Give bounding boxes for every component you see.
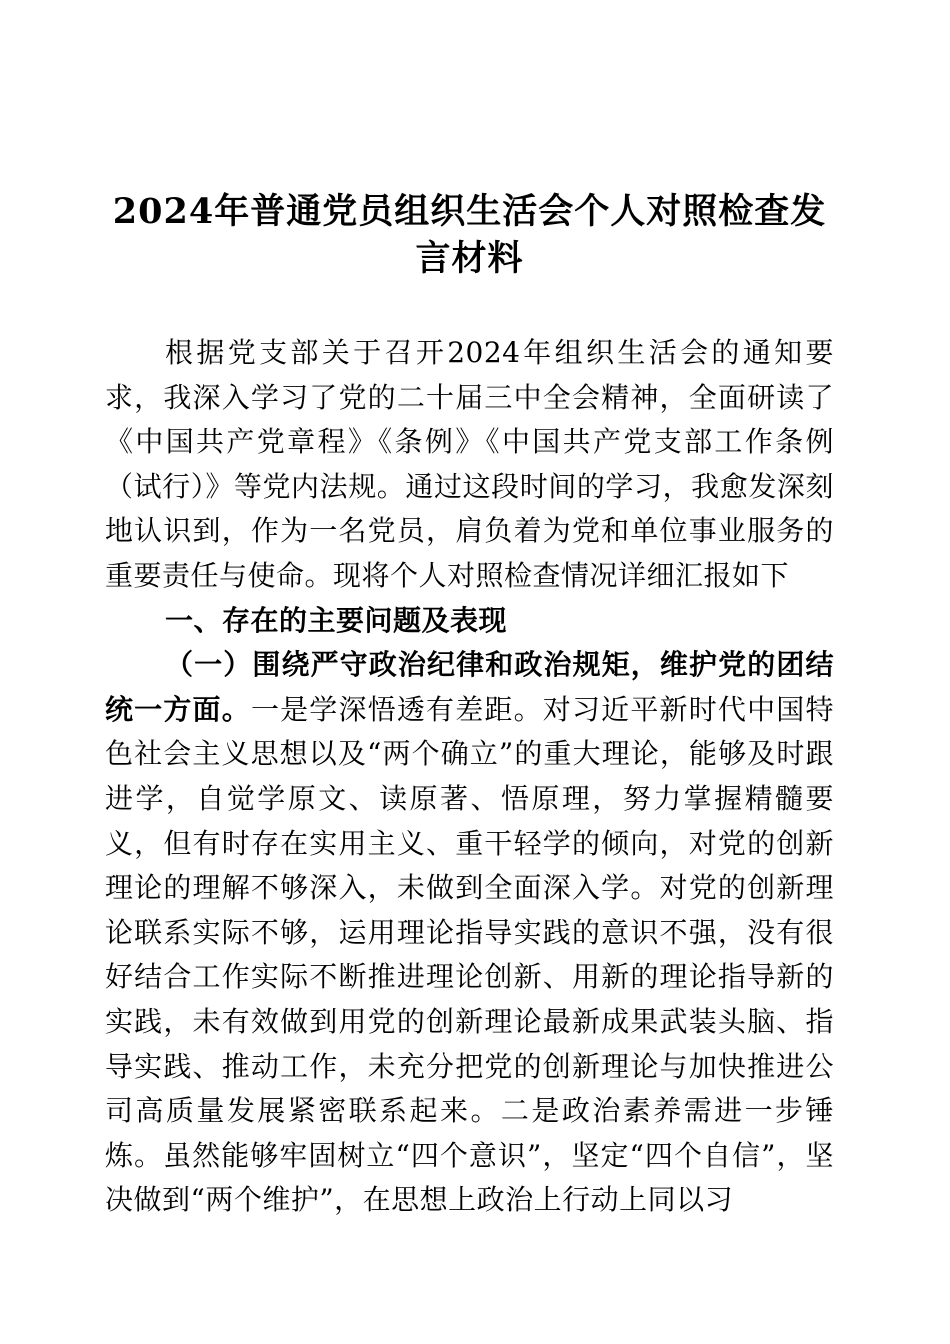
document-page xyxy=(105,0,834,1223)
document-title: 2024年普通党员组织生活会个人对照检查发言材料 xyxy=(112,191,827,279)
subsection-body-text: 一是学深悟透有差距。对习近平新时代中国特色社会主义思想以及“两个确立”的重大理论，能够及时跟进学，自觉学原文、读原著、悟原理，努力掌握精髓要义，但有时存在实用主义、重干轻学的倾向，对党的创新理论的理解不够深入，未做到全面深入学。对党的创新理论联系实际不够，运用理论指导实践的意识不强，没有很好结合工作实际不断推进理论创新、用新的理论指导新的实践，未有效做到用党的创新理论最新成果武装头脑、指导实践、推动工作，未充分把党的创新理论与加快推进公司高质量发展紧密联系起来。二是政治素养需进一步锤炼。虽然能够牢固树立“四个意识”，坚定“四个自信”，坚决做到“两个维护”，在思想上政治上行动上同以习 xyxy=(105,692,834,1217)
subsection-paragraph xyxy=(105,643,834,1223)
intro-paragraph: 根据党支部关于召开2024年组织生活会的通知要求，我深入学习了党的二十届三中全会精神，全面研读了《中国共产党章程》《条例》《中国共产党支部工作条例（试行）》等党内法规。通过这段时间的学习，我愈发深刻地认识到，作为一名党员，肩负着为党和单位事业服务的重要责任与使命。现将个人对照检查情况详细汇报如下 xyxy=(105,336,834,592)
section-heading-problems: 一、存在的主要问题及表现 xyxy=(165,603,508,637)
subsection-lead: （一）围绕严守政治纪律和政治规矩，维护党的团结统一方面。 xyxy=(105,648,834,726)
